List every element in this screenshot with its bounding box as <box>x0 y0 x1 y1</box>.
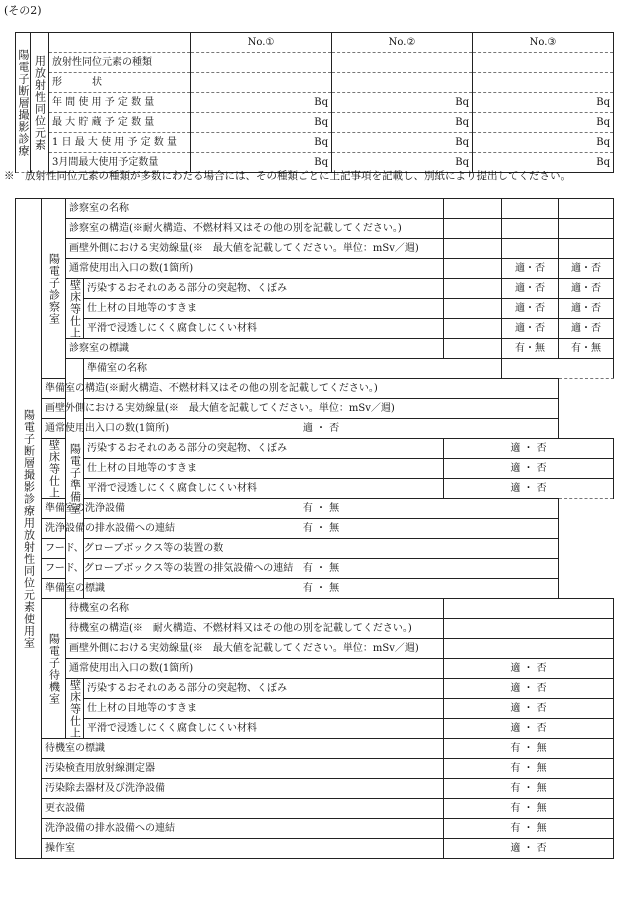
unit-bq[interactable]: Bq <box>191 153 332 173</box>
finish-label: 平滑で浸透しにくく腐食しにくい材料 <box>84 719 444 739</box>
value-cell[interactable] <box>332 53 473 73</box>
ok-ng-option[interactable]: 適・否 <box>559 319 614 339</box>
value-cell[interactable] <box>473 73 614 93</box>
yes-no-option[interactable]: 有 ・ 無 <box>444 739 614 759</box>
yes-no-option[interactable]: 有 ・ 無 <box>444 759 614 779</box>
unit-bq[interactable]: Bq <box>191 93 332 113</box>
value-cell[interactable] <box>473 53 614 73</box>
note-text: ※ 放射性同位元素の種類が多数にわたる場合には、その種類ごとに上記事項を記載し、別紙により提出してください。 <box>4 170 571 182</box>
ok-ng-option[interactable]: 適 ・ 否 <box>444 479 614 499</box>
value-cell[interactable] <box>332 73 473 93</box>
examination-room-label: 陽電子診察室 <box>42 199 66 379</box>
ok-ng-option[interactable]: 適・否 <box>502 259 559 279</box>
finish-label: 仕上材の目地等のすきま <box>84 299 444 319</box>
floor-finish-label: 壁床等仕上 <box>66 679 84 739</box>
unit-bq[interactable]: Bq <box>473 113 614 133</box>
header-no2: No.② <box>332 33 473 53</box>
extra-row-label: 更衣設備 <box>42 799 444 819</box>
ok-ng-option[interactable]: 適 ・ 否 <box>444 679 614 699</box>
unit-bq[interactable]: Bq <box>191 133 332 153</box>
room-table <box>15 198 614 859</box>
ok-ng-option[interactable]: 適 ・ 否 <box>444 839 614 859</box>
row-label: 放射性同位元素の種類 <box>49 53 191 73</box>
isotope-row <box>16 73 614 93</box>
ok-ng-option[interactable]: 適・否 <box>502 279 559 299</box>
value-cell[interactable] <box>191 73 332 93</box>
unit-bq[interactable]: Bq <box>332 133 473 153</box>
row-label: 最 大 貯 蔵 予 定 数 量 <box>49 113 191 133</box>
row-label: 3月間最大使用予定数量 <box>49 153 191 173</box>
floor-finish-label: 壁床等仕上 <box>42 439 66 499</box>
value-cell[interactable] <box>559 199 614 219</box>
exam-sign-label: 診察室の標識 <box>66 339 444 359</box>
value-cell[interactable] <box>559 219 614 239</box>
yes-no-option[interactable]: 有 ・ 無 <box>84 559 559 579</box>
value-cell[interactable] <box>444 619 614 639</box>
unit-bq[interactable]: Bq <box>473 93 614 113</box>
value-cell[interactable] <box>502 219 559 239</box>
preparation-room-label: 陽電子準備室 <box>66 359 84 599</box>
prep-sign-label: 準備室の標識 <box>42 579 84 599</box>
row-label: 形 状 <box>49 73 191 93</box>
ok-ng-option[interactable]: 適 ・ 否 <box>444 659 614 679</box>
prep-entrance-label: 通常使用出入口の数(1箇所) <box>42 419 84 439</box>
finish-label: 汚染するおそれのある部分の突起物、くぼみ <box>84 279 444 299</box>
isotope-group-inner-label: 用放射性同位元素 <box>31 33 49 173</box>
prep-hood-exhaust-label: フード、グローブボックス等の装置の排気設備への連結 <box>42 559 84 579</box>
finish-label: 仕上材の目地等のすきま <box>84 699 444 719</box>
row-label: 年 間 使 用 予 定 数 量 <box>49 93 191 113</box>
yes-no-option[interactable]: 有 ・ 無 <box>84 519 559 539</box>
exam-dose-label: 画壁外側における実効線量(※ 最大値を記載してください。単位：mSv／週) <box>66 239 444 259</box>
yes-no-option[interactable]: 有・無 <box>559 339 614 359</box>
finish-label: 汚染するおそれのある部分の突起物、くぼみ <box>84 679 444 699</box>
wait-name-label: 待機室の名称 <box>66 599 444 619</box>
value-cell[interactable] <box>444 219 502 239</box>
row-label: 1 日 最 大 使 用 予 定 数 量 <box>49 133 191 153</box>
isotope-row <box>16 53 614 73</box>
yes-no-option[interactable]: 有 ・ 無 <box>84 499 559 519</box>
unit-bq[interactable]: Bq <box>332 113 473 133</box>
exam-entrance-label: 通常使用出入口の数(1箇所) <box>66 259 444 279</box>
exam-structure-label: 診察室の構造(※耐火構造、不燃材料又はその他の別を記載してください。) <box>66 219 444 239</box>
ok-ng-option[interactable]: 適・否 <box>559 279 614 299</box>
unit-bq[interactable]: Bq <box>332 153 473 173</box>
ok-ng-option[interactable]: 適 ・ 否 <box>444 699 614 719</box>
finish-label: 平滑で浸透しにくく腐食しにくい材料 <box>84 479 444 499</box>
unit-bq[interactable]: Bq <box>473 133 614 153</box>
ok-ng-option[interactable]: 適・否 <box>502 299 559 319</box>
ok-ng-option[interactable]: 適・否 <box>559 299 614 319</box>
prep-drain-label: 洗浄設備の排水設備への連結 <box>42 519 84 539</box>
prep-name-label: 準備室の名称 <box>84 359 502 379</box>
yes-no-option[interactable]: 有 ・ 無 <box>84 579 559 599</box>
yes-no-option[interactable]: 有 ・ 無 <box>444 819 614 839</box>
finish-label: 仕上材の目地等のすきま <box>84 459 444 479</box>
extra-row-label: 汚染除去器材及び洗浄設備 <box>42 779 444 799</box>
isotope-table <box>15 32 614 173</box>
isotope-group-outer-label: 陽電子断層撮影診療 <box>16 33 31 173</box>
prep-wash-label: 準備室の洗浄設備 <box>42 499 84 519</box>
ok-ng-option[interactable]: 適・否 <box>502 319 559 339</box>
wait-entrance-label: 通常使用出入口の数(1箇所) <box>66 659 444 679</box>
room-outer-label: 陽電子断層撮影診療用放射性同位元素使用室 <box>16 199 42 859</box>
ok-ng-option[interactable]: 適 ・ 否 <box>444 439 614 459</box>
value-cell[interactable] <box>444 199 502 219</box>
unit-bq[interactable]: Bq <box>473 153 614 173</box>
waiting-room-label: 陽電子待機室 <box>42 599 66 739</box>
yes-no-option[interactable]: 有 ・ 無 <box>444 779 614 799</box>
prep-hood-count-label: フード、グローブボックス等の装置の数 <box>42 539 84 559</box>
isotope-row <box>16 113 614 133</box>
value-cell[interactable] <box>191 53 332 73</box>
floor-finish-label: 壁床等仕上 <box>66 279 84 339</box>
yes-no-option[interactable]: 有 ・ 無 <box>444 799 614 819</box>
finish-label: 汚染するおそれのある部分の突起物、くぼみ <box>84 439 444 459</box>
wait-dose-label: 画壁外側における実効線量(※ 最大値を記載してください。単位：mSv／週) <box>66 639 444 659</box>
unit-bq[interactable]: Bq <box>332 93 473 113</box>
value-cell[interactable] <box>502 199 559 219</box>
value-cell[interactable] <box>444 639 614 659</box>
ok-ng-option[interactable]: 適 ・ 否 <box>444 459 614 479</box>
wait-structure-label: 待機室の構造(※ 耐火構造、不燃材料又はその他の別を記載してください。) <box>66 619 444 639</box>
extra-row-label: 操作室 <box>42 839 444 859</box>
value-cell[interactable] <box>559 239 614 259</box>
ok-ng-option[interactable]: 適・否 <box>559 259 614 279</box>
extra-row-label: 汚染検査用放射線測定器 <box>42 759 444 779</box>
header-no3: No.③ <box>473 33 614 53</box>
prep-dose-label: 画壁外側における実効線量(※ 最大値を記載してください。単位：mSv／週) <box>42 399 84 419</box>
value-cell[interactable] <box>444 239 502 259</box>
ok-ng-option[interactable]: 適 ・ 否 <box>84 419 559 439</box>
value-cell[interactable] <box>444 599 614 619</box>
finish-label: 平滑で浸透しにくく腐食しにくい材料 <box>84 319 444 339</box>
value-cell[interactable] <box>502 239 559 259</box>
header-no1: No.① <box>191 33 332 53</box>
extra-row-label: 洗浄設備の排水設備への連結 <box>42 819 444 839</box>
isotope-row <box>16 133 614 153</box>
wait-sign-label: 待機室の標識 <box>42 739 444 759</box>
value-cell[interactable] <box>502 359 614 379</box>
ok-ng-option[interactable]: 適 ・ 否 <box>444 719 614 739</box>
exam-name-label: 診察室の名称 <box>66 199 444 219</box>
unit-bq[interactable]: Bq <box>191 113 332 133</box>
page-label: (その2) <box>4 4 42 17</box>
yes-no-option[interactable]: 有・無 <box>502 339 559 359</box>
prep-structure-label: 準備室の構造(※耐火構造、不燃材料又はその他の別を記載してください。) <box>42 379 84 399</box>
isotope-row <box>16 93 614 113</box>
